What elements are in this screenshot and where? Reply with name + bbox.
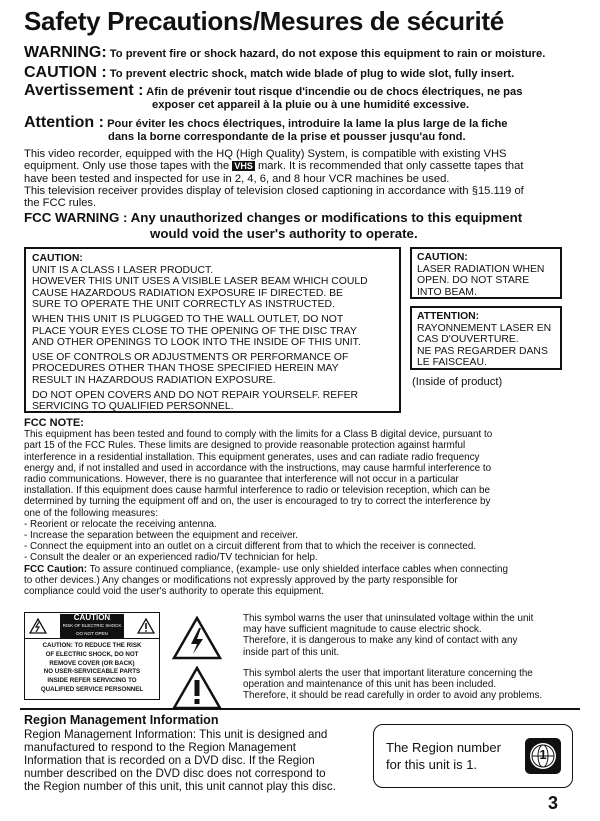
intro-paragraph: This video recorder, equipped with the HQ (High Quality) System, is compatible with existing VHS equipment. Only use those tapes with the VHS mark. It is recommended that only cassette tapes that have been tested and inspected for use in 2, 4, 6, and 8 hour VCR machines be used. This television receiver provides display of television closed captioning in accordance with §15.119 of the FCC rules. — [24, 148, 524, 210]
fcc-caution-label: FCC Caution: — [24, 563, 88, 575]
exclamation-warning-icon — [172, 666, 222, 710]
inside-product-note: (Inside of product) — [412, 376, 503, 388]
region-box-line1: The Region number — [386, 740, 501, 755]
laser-caution-small-box: CAUTION: LASER RADIATION WHEN OPEN. DO NOT STARE INTO BEAM. — [410, 247, 562, 299]
fcc-note: FCC NOTE: This equipment has been tested and found to comply with the limits for a Class B digital device, pursuant to part 15 of the FCC Rules. These limits are designed to provide reasonable protection against harmful interference in a residential installation. This equipment generates, uses and can radiate radio frequency energy and, if not installed and used in accordance with the instructions, may cause harmful interference to radio communications. However, there is no guarantee that interference will not occur in a particular installation. If this equipment does cause harmful interference to radio or television reception, which can be determined by turning the equipment off and on, the user is encouraged to try to correct the interference by one of the following measures: - Reorient or relocate the receiving antenna. - Increase the separation between the equipment and receiver. - Connect the equipment into an outlet on a circuit different from that to which the receiver is connected. - Consult the dealer or an experienced radio/TV technician for help. FCC Caution: To assure continued compliance, (example- use only shielded interface cables when connecting to other devices.) Any changes or modifications not expressly approved by the party responsible for compliance could void the user's authority to operate this equipment. — [24, 418, 584, 597]
attention-text-2: dans la borne correspondante de la prise et pousser jusqu'au fond. — [108, 131, 466, 143]
exclamation-symbol-note: This symbol alerts the user that important literature concerning the operation and maintenance of this unit has been included. Therefore, it should be read carefully in order to avoid any problems. — [243, 668, 543, 702]
region-box-line2: for this unit is 1. — [386, 757, 478, 772]
laser-caution-heading: CAUTION: — [32, 253, 83, 264]
warning-text: To prevent fire or shock hazard, do not expose this equipment to rain or moisture. — [109, 48, 546, 60]
caution-label: CAUTION — [24, 64, 97, 81]
caution-line: CAUTION : To prevent electric shock, match wide blade of plug to wide slot, fully insert. — [24, 64, 515, 81]
avertissement-text: Afin de prévenir tout risque d'incendie ou de chocs électriques, ne pas — [146, 86, 523, 98]
lightning-warning-icon — [172, 616, 222, 660]
section-divider — [20, 708, 580, 710]
region-paragraph: Region Management Information: This unit is designed and manufactured to respond to the Region Management Information that is recorded on a DVD disc. If the Region number described on the DVD disc does not correspond to the Region number of this unit, this unit cannot play this disc. — [24, 728, 336, 793]
exclamation-triangle-icon — [137, 618, 155, 634]
fcc-warning — [24, 210, 522, 225]
attention-text: Pour éviter les chocs électriques, introduire la lame la plus large de la fiche — [107, 118, 508, 130]
region-globe-icon — [524, 737, 562, 775]
fcc-warning-line1: Any unauthorized changes or modifications to this equipment — [130, 210, 523, 225]
avertissement-label: Avertissement — [24, 82, 134, 99]
vhs-logo: VHS — [234, 161, 253, 172]
avertissement-text-2: exposer cet appareil à la pluie ou à une humidité excessive. — [152, 99, 470, 111]
caution-text: To prevent electric shock, match wide blade of plug to wide slot, fully insert. — [109, 68, 515, 80]
warning-line: WARNING: To prevent fire or shock hazard, do not expose this equipment to rain or moisture. — [24, 44, 546, 61]
fcc-note-heading: FCC NOTE: — [24, 417, 84, 429]
attention-label: Attention — [24, 114, 95, 131]
region-globe-number: 1 — [539, 747, 547, 762]
avertissement-line: Avertissement : Afin de prévenir tout risque d'incendie ou de chocs électriques, ne pas — [24, 82, 523, 99]
page-number: 3 — [548, 793, 559, 813]
region-number-box — [373, 724, 573, 788]
warning-label: WARNING — [24, 44, 102, 61]
shock-caution-label: CAUTION RISK OF ELECTRIC SHOCK DO NOT OPEN CAUTION: TO REDUCE THE RISK OF ELECTRIC SHOCK, DO NOT REMOVE COVER (OR BACK) NO USER-SERVICEABLE PARTS INSIDE REFER SERVICING TO QUALIFIED SERVICE PERSONNEL — [24, 612, 160, 700]
lightning-symbol-note: This symbol warns the user that uninsulated voltage within the unit may have sufficient magnitude to cause electric shock. Therefore, it is dangerous to make any kind of contact with any inside part of this unit. — [243, 613, 534, 658]
attention-box: ATTENTION: RAYONNEMENT LASER EN CAS D'OUVERTURE. NE PAS REGARDER DANS LE FAISCEAU. — [410, 306, 562, 370]
fcc-warning-label: FCC WARNING : — [24, 210, 128, 225]
fcc-warning-line2: would void the user's authority to operate. — [150, 226, 418, 241]
laser-caution-box: CAUTION: UNIT IS A CLASS I LASER PRODUCT. HOWEVER THIS UNIT USES A VISIBLE LASER BEAM WHICH COULD CAUSE HAZARDOUS RADIATION EXPOSURE IF DIRECTED. BE SURE TO OPERATE THE UNIT CORRECTLY AS INSTRUCTED. WHEN THIS UNIT IS PLUGGED TO THE WALL OUTLET, DO NOT PLACE YOUR EYES CLOSE TO THE OPENING OF THE DISC TRAY AND OTHER OPENINGS TO LOOK INTO THE INSIDE OF THIS UNIT. USE OF CONTROLS OR ADJUSTMENTS OR PERFORMANCE OF PROCEDURES OTHER THAN THOSE SPECIFIED HEREIN MAY RESULT IN HAZARDOUS RADIATION EXPOSURE. DO NOT OPEN COVERS AND DO NOT REPAIR YOURSELF. REFER SERVICING TO QUALIFIED PERSONNEL. — [24, 247, 401, 413]
page-title: Safety Precautions/Mesures de sécurité — [24, 6, 504, 36]
attention-line: Attention : Pour éviter les chocs électriques, introduire la lame la plus large de la fiche — [24, 114, 508, 131]
lightning-triangle-icon — [29, 618, 47, 634]
region-heading: Region Management Information — [24, 713, 219, 727]
